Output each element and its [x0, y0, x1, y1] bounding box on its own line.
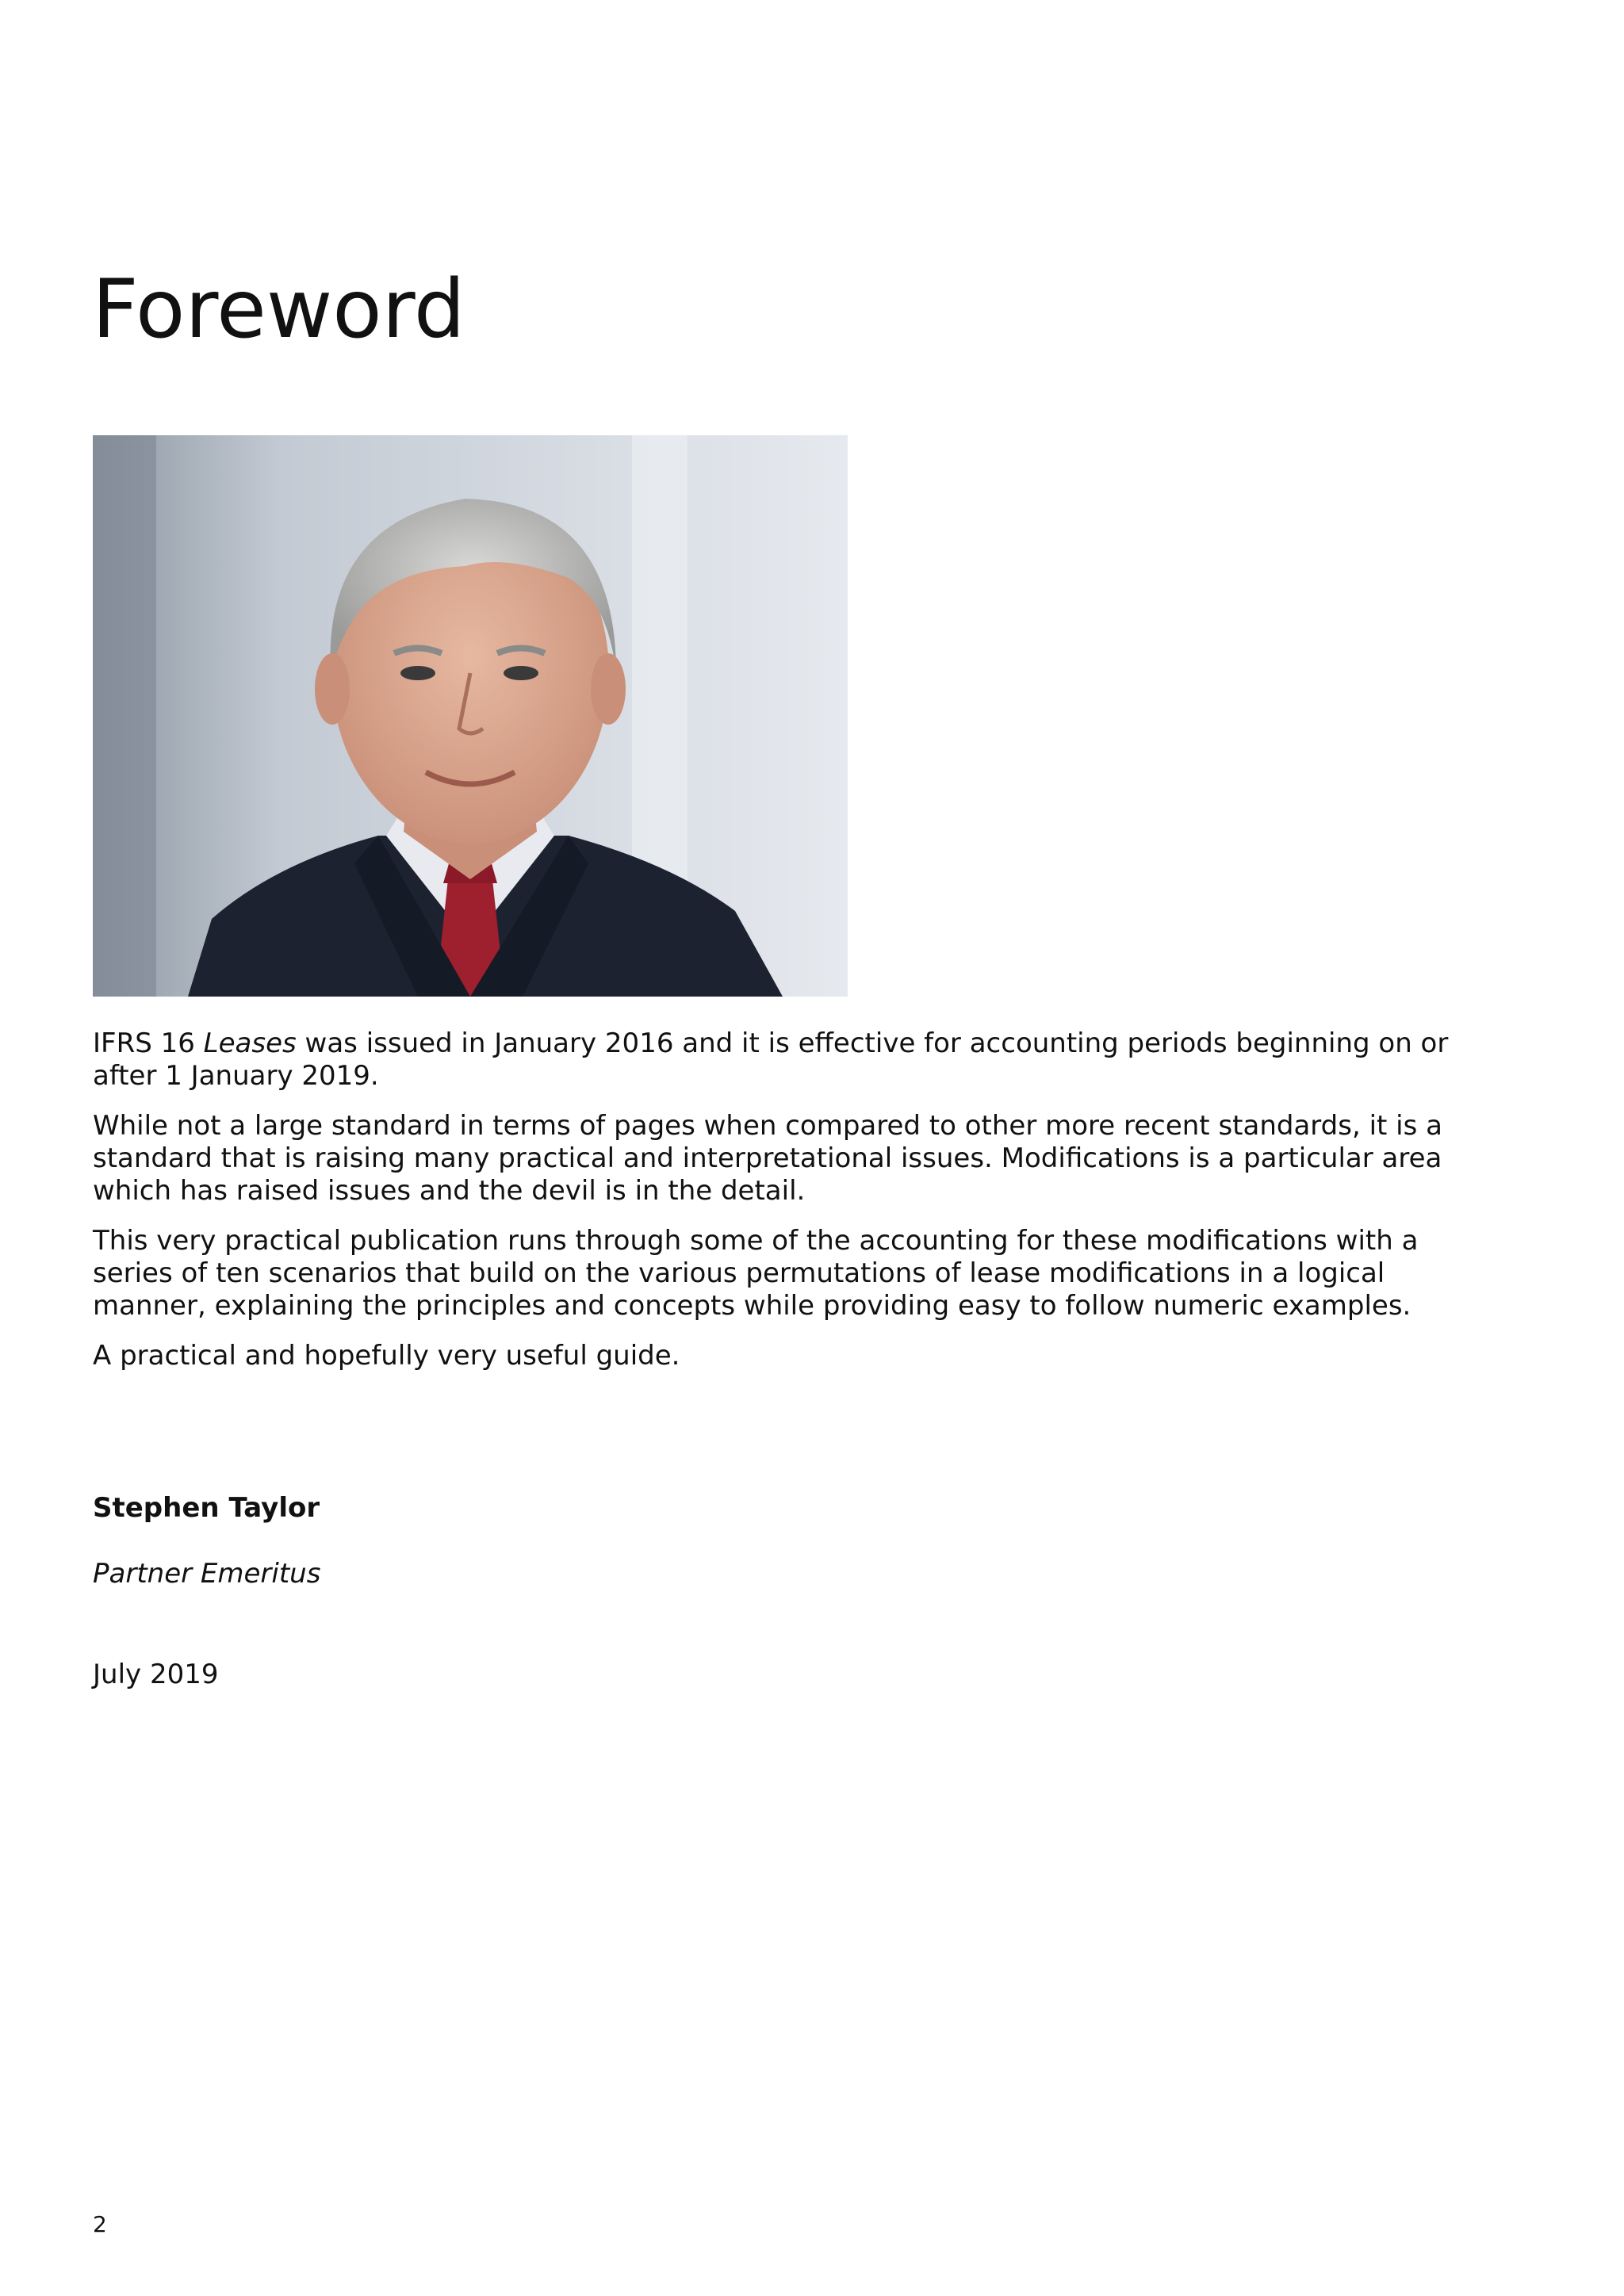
- paragraph-4: A practical and hopefully very useful guide.: [93, 1340, 680, 1372]
- signer-role: Partner Emeritus: [93, 1558, 321, 1590]
- signer-name: Stephen Taylor: [93, 1492, 320, 1524]
- paragraph-1-text-start: IFRS 16: [93, 1027, 204, 1059]
- foreword-body: [93, 1027, 1504, 1390]
- portrait-photo: [93, 435, 848, 997]
- page-title: Foreword: [92, 262, 465, 357]
- portrait-illustration: [93, 435, 848, 997]
- standard-title-italic: Leases: [203, 1027, 297, 1059]
- paragraph-1: [93, 1027, 1504, 1093]
- signature-date: July 2019: [93, 1659, 219, 1690]
- paragraph-1-text-end: was issued in January 2016 and it is effective for accounting periods beginning on or after 1 January 2019.: [93, 1027, 1449, 1092]
- paragraph-3: This very practical publication runs through some of the accounting for these modifications with a series of ten scenarios that build on the various permutations of lease modifications in a logical manner, explaining the principles and concepts while providing easy to follow numeric examples.: [93, 1225, 1419, 1322]
- paragraph-2: While not a large standard in terms of pages when compared to other more recent standards, it is a standard that is raising many practical and interpretational issues. Modifications is a particular area which has raised issues and the devil is in the detail.: [93, 1110, 1442, 1207]
- page-number: 2: [93, 2211, 107, 2237]
